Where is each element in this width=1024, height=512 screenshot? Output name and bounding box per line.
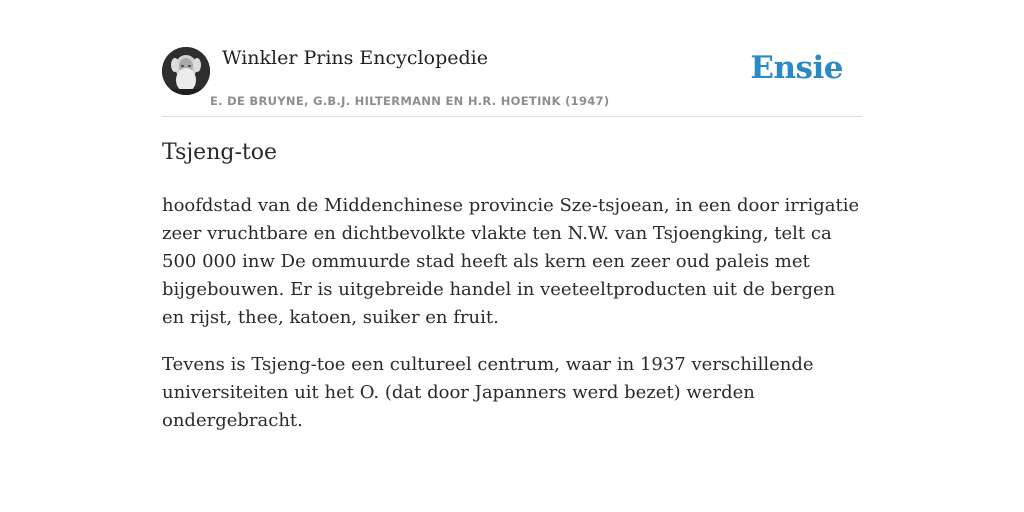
ensie-logo-link[interactable]: Ensie [750, 50, 843, 86]
entry-title: Tsjeng-toe [162, 140, 277, 165]
publication-authors: E. DE BRUYNE, G.B.J. HILTERMANN EN H.R. HOETINK (1947) [210, 94, 610, 108]
portrait-icon [162, 47, 210, 95]
entry-paragraph: hoofdstad van de Middenchinese provincie Sze-tsjoean, in een door irrigatie zeer vruchtbare en dichtbevolkte vlakte ten N.W. van Tsjoengking, telt ca 500 000 inw De ommuurde stad heeft als kern een zeer oud paleis met bijgebouwen. Er is uitgebreide handel in veeteeltproducten uit de bergen en rijst, thee, katoen, suiker en fruit. [162, 195, 860, 328]
entry-paragraph: Tevens is Tsjeng-toe een cultureel centrum, waar in 1937 verschillende universiteiten uit het O. (dat door Japanners werd bezet) werden ondergebracht. [162, 354, 814, 431]
author-portrait-avatar[interactable] [162, 47, 210, 95]
page-header [162, 44, 862, 117]
entry-body [162, 192, 862, 454]
publication-title-link[interactable]: Winkler Prins Encyclopedie [222, 47, 488, 69]
